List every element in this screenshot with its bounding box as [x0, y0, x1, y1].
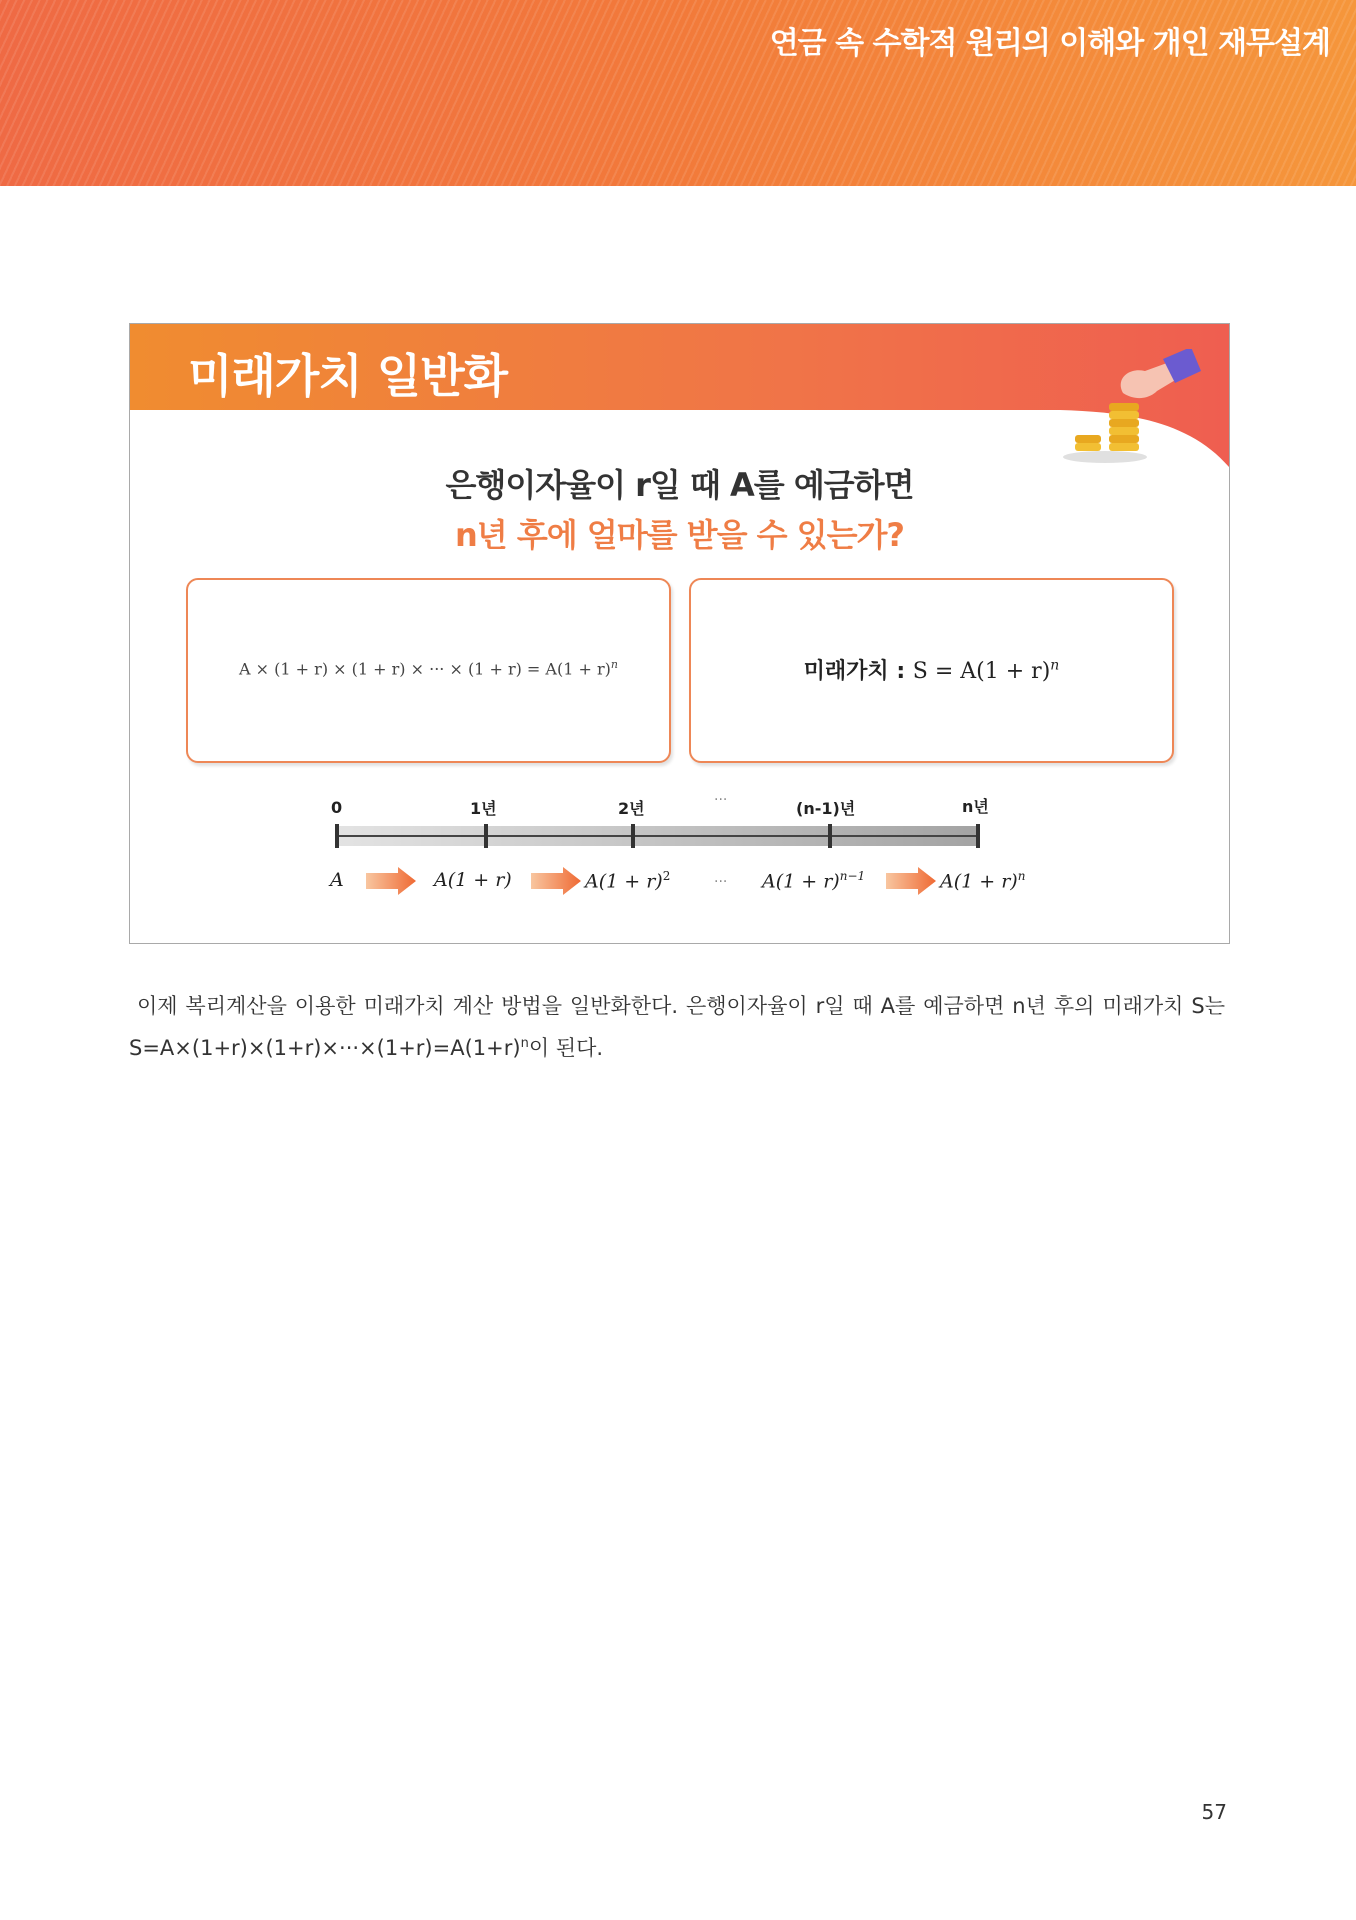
tick-label-0: 0: [331, 798, 343, 817]
question-line-2: n년 후에 얼마를 받을 수 있는가?: [455, 516, 904, 554]
page-number: 57: [1201, 1800, 1227, 1824]
header-title: 연금 속 수학적 원리의 이해와 개인 재무설계: [769, 26, 1330, 61]
arrow-icon: [531, 867, 581, 895]
tick-label-4: n년: [962, 797, 989, 816]
arrow-icon: [886, 867, 936, 895]
arrow-icon: [366, 867, 416, 895]
timeline-value-4: $A(1 + r)^n$: [940, 869, 1026, 893]
question-line-1: 은행이자율이 r일 때 A를 예금하면: [445, 466, 914, 504]
timeline-value-3: $A(1 + r)^{n-1}$: [762, 869, 866, 893]
timeline-value-0: A: [330, 869, 344, 891]
future-value-formula: 미래가치 : $S = A(1 + r)^n$: [803, 657, 1060, 684]
tick-label-1: 1년: [470, 799, 497, 818]
timeline-graphic: [130, 324, 1229, 943]
timeline-value-1: A(1 + r): [434, 869, 512, 891]
timeline-value-2: $A(1 + r)^2$: [585, 869, 671, 893]
header-banner: [0, 0, 1356, 186]
expansion-formula: A × (1 + r) × (1 + r) × ··· × $(1 + r) = A(1 + r)^n$: [239, 658, 618, 679]
slide-figure: [129, 323, 1230, 944]
slide-title: 미래가치 일반화: [188, 349, 508, 403]
tick-label-3: (n-1)년: [796, 799, 856, 818]
tick-label-2: 2년: [618, 799, 645, 818]
value-dots: ···: [714, 874, 728, 890]
body-paragraph: 이제 복리계산을 이용한 미래가치 계산 방법을 일반화한다. 은행이자율이 r일 때 A를 예금하면 n년 후의 미래가치 S는 $S=A\times(1+r)\times(1+r)\times\cdot\cdot\cdot\times(1+r)=A(1+r)^n$이 된다.: [129, 994, 1225, 1060]
tick-dots: ···: [714, 792, 728, 808]
